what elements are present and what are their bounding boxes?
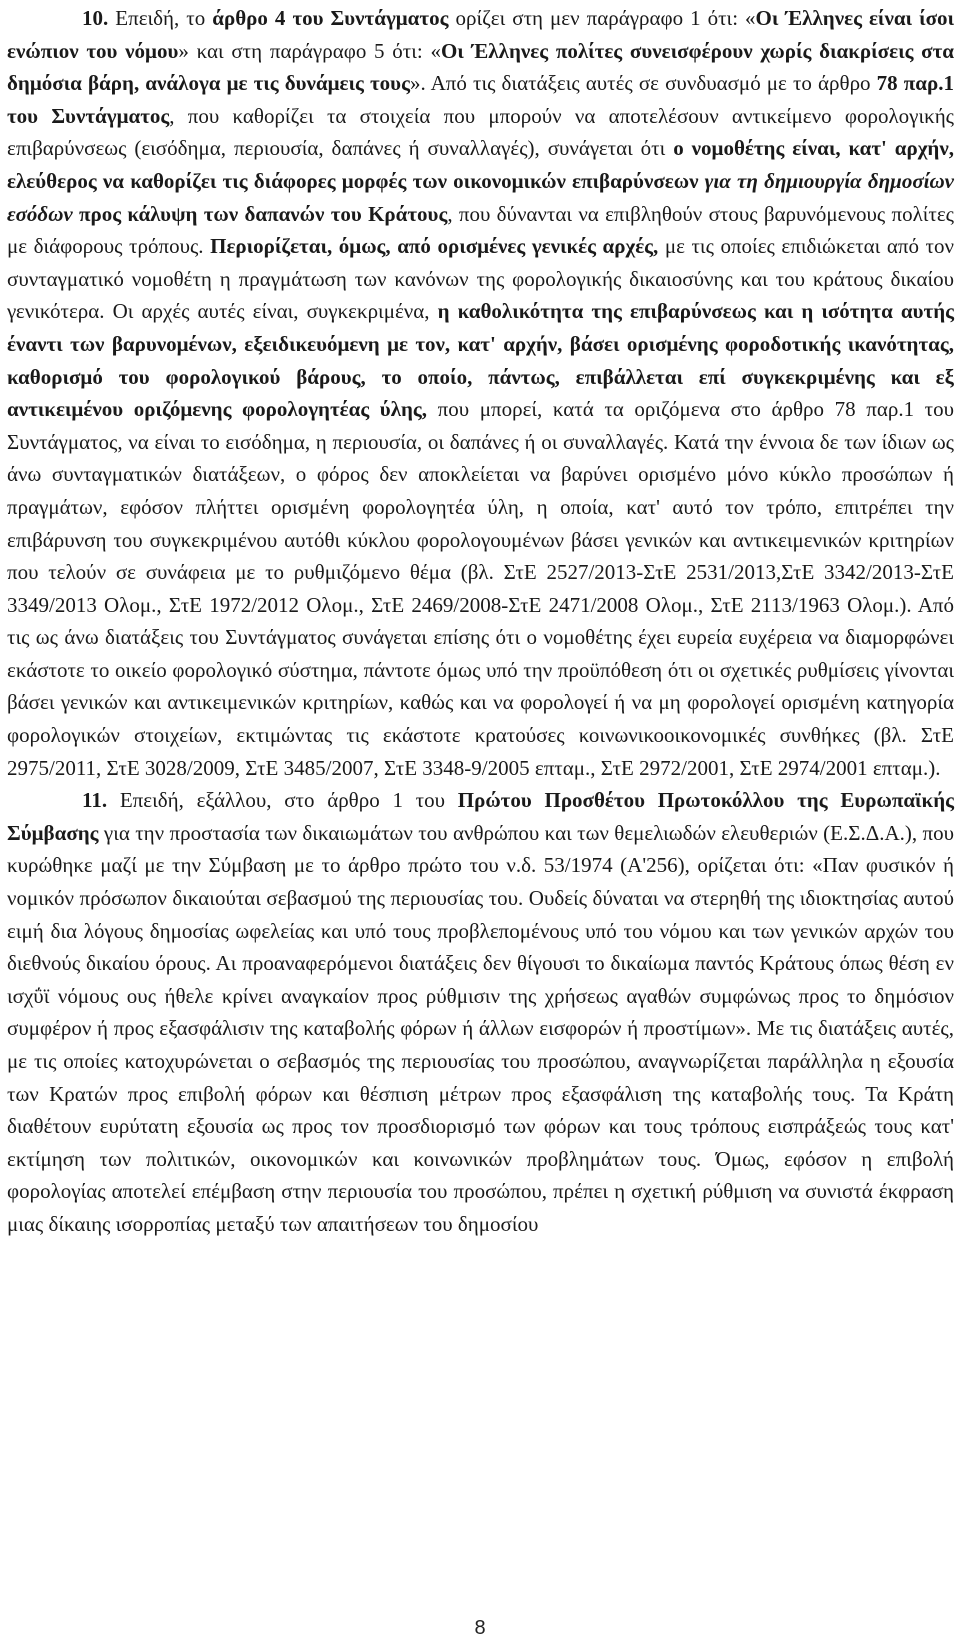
text-run: , που δύνανται να επιβληθούν στους βαρυνόμενους πολίτες με διάφορους τρόπους.: [7, 201, 954, 259]
text-run: Περιορίζεται, όμως, από ορισμένες γενικές αρχές,: [210, 234, 659, 259]
paragraph-10: [7, 2, 954, 784]
text-run: ». Από τις διατάξεις αυτές σε συνδυασμό με το άρθρο: [409, 71, 877, 96]
text-run: ορίζει στη μεν παράγραφο 1 ότι: «: [448, 6, 756, 30]
text-run: άρθρο 4 του Συντάγματος: [212, 6, 449, 30]
text-run: » και στη παράγραφο 5 ότι: «: [178, 38, 441, 63]
text-run: που μπορεί, κατά τα οριζόμενα στο άρθρο 78 παρ.1 του Συντάγματος, να είναι το εισόδημα, η περιουσία, οι δαπάνες ή οι συναλλαγές. Κατά την έννοια δε των ίδιων ως άνω συνταγματικών διατάξεων, ο φόρος δεν αποκλείεται να βαρύνει ορισμένο μόνο κύκλο προσώπων ή πραγμάτων, εφόσον πλήττει ορισμένη φορολογητέα ύλη, η οποία, κατ' αυτό τον τρόπο, επιτρέπει την επιβάρυνση του συγκεκριμένου αυτόθι κύκλου φορολογουμένων βάσει γενικών και αντικειμενικών κριτηρίων που τελούν σε συνάφεια με το ρυθμιζόμενο θέμα (βλ. ΣτΕ 2527/2013-ΣτΕ 2531/2013,ΣτΕ 3342/2013-ΣτΕ 3349/2013 Ολομ., ΣτΕ 1972/2012 Ολομ., ΣτΕ 2469/2008-ΣτΕ 2471/2008 Ολομ., ΣτΕ 2113/1963 Ολομ.). Από τις ως άνω διατάξεις του Συντάγματος συνάγεται επίσης ότι ο νομοθέτης έχει ευρεία ευχέρεια να διαμορφώνει εκάστοτε το οικείο φορολογικό σύστημα, πάντοτε όμως υπό την προϋπόθεση ότι οι σχετικές ρυθμίσεις γίνονται βάσει γενικών και αντικειμενικών κριτηρίων, καθώς και να φορολογεί ή να μη φορολογεί ορισμένη κατηγορία φορολογικών στοιχείων, εκτιμώντας τις εκάστοτε κρατούσες κοινωνικοοικονομικές συνθήκες (βλ. ΣτΕ 2975/2011, ΣτΕ 3028/2009, ΣτΕ 3485/2007, ΣτΕ 3348-9/2005 επταμ., ΣτΕ 2972/2001, ΣτΕ 2974/2001 επταμ.).: [7, 397, 955, 780]
text-run: προς κάλυψη των δαπανών του Κράτους: [79, 201, 448, 226]
page-number: 8: [474, 1617, 486, 1639]
text-run: 78 παρ.1 του Συντάγματος: [7, 71, 954, 128]
text-run: Οι Έλληνες πολίτες συνεισφέρουν χωρίς διακρίσεις στα δημόσια βάρη, ανάλογα με τις δυνάμεις τους: [7, 38, 954, 96]
text-run: Επειδή, το: [108, 6, 213, 30]
text-run: , που καθορίζει τα στοιχεία που μπορούν να αποτελέσουν αντικείμενο φορολογικής επιβαρύνσεως (εισόδημα, περιουσία, δαπάνες ή συναλλαγές), συνάγεται ότι: [7, 103, 954, 161]
text-run: Επειδή, εξάλλου, στο άρθρο 1 του: [107, 788, 458, 813]
text-run: Οι Έλληνες είναι ίσοι ενώπιον του νόμου: [7, 6, 955, 63]
paragraph-number: 10.: [82, 6, 109, 30]
paragraph-number: 11.: [82, 788, 108, 813]
text-run: Πρώτου Προσθέτου Πρωτοκόλλου της Ευρωπαϊκής Σύμβασης: [7, 788, 954, 845]
text-run: για την προστασία των δικαιωμάτων του ανθρώπου και των θεμελιωδών ελευθεριών (Ε.Σ.Δ.Α.), που κυρώθηκε μαζί με την Σύμβαση με το άρθρο πρώτο του ν.δ. 53/1974 (Α'256), ορίζεται ότι: «Παν φυσικόν ή νομικόν πρόσωπον δικαιούται σεβασμού της περιουσίας του. Ουδείς δύναται να στερηθή της ιδιοκτησίας αυτού ειμή δια λόγους δημοσίας ωφελείας και υπό τους προβλεπομένους υπό του νόμου και των γενικών αρχών του διεθνούς δικαίου όρους. Αι προαναφερόμενοι διατάξεις δεν θίγουσι το δικαίωμα παντός Κράτους όπως θέση εν ισχΰϊ νόμους ους ήθελε κρίνει αναγκαίον προς ρύθμισιν της χρήσεως αγαθών συμφώνως προς το δημόσιον συμφέρον ή προς εξασφάλισιν της καταβολής φόρων ή άλλων εισφορών ή προστίμων». Με τις διατάξεις αυτές, με τις οποίες κατοχυρώνεται ο σεβασμός της περιουσίας του προσώπου, αναγνωρίζεται παράλληλα η εξουσία των Κρατών προς επιβολή φόρων και θέσπιση μέτρων προς εξασφάλιση της καταβολής τους. Τα Κράτη διαθέτουν ευρύτατη εξουσία ως προς τον προσδιορισμό των φόρων και τους τρόπους εισπράξεώς τους κατ' εκτίμηση των πολιτικών, οικονομικών και κοινωνικών προβλημάτων τους. Όμως, εφόσον η επιβολή φορολογίας αποτελεί επέμβαση στην περιουσία του προσώπου, πρέπει η σχετική ρύθμιση να συνιστά έκφραση μιας δίκαιης ισορροπίας μεταξύ των απαιτήσεων του δημοσίου: [7, 820, 954, 1236]
text-run: με τις οποίες επιδιώκεται από τον συνταγματικό νομοθέτη η πραγμάτωση των κανόνων της φορολογικής δικαιοσύνης και του κράτους δικαίου γενικότερα. Οι αρχές αυτές είναι, συγκεκριμένα,: [7, 234, 954, 324]
text-run: ο νομοθέτης είναι, κατ' αρχήν, ελεύθερος να καθορίζει τις διάφορες μορφές των οικονομικών επιβαρύνσεων: [7, 136, 954, 193]
text-run: για τη δημιουργία δημοσίων εσόδων: [7, 168, 954, 226]
text-run: η καθολικότητα της επιβαρύνσεως και η ισότητα αυτής έναντι των βαρυνομένων, εξειδικευόμενη με τον, κατ' αρχήν, βάσει ορισμένης φοροδοτικής ικανότητας, καθορισμό του φορολογικού βάρους, το οποίο, πάντως, επιβάλλεται επί συγκεκριμένης και εξ αντικειμένου οριζόμενης φορολογητέας ύλης,: [7, 299, 954, 422]
paragraph-11: [7, 784, 954, 1240]
